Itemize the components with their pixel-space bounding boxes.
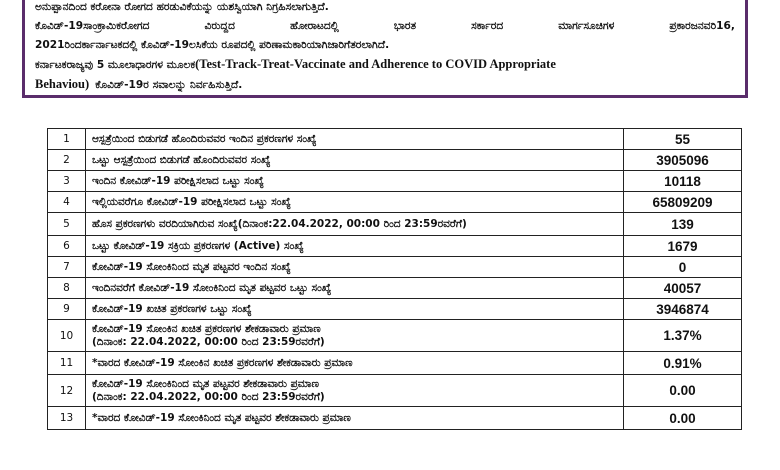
notice-line-4 — [35, 55, 735, 75]
table-row — [48, 320, 742, 352]
row-description — [86, 299, 624, 320]
table-row — [48, 192, 742, 213]
table-row — [48, 352, 742, 375]
row-value: 1.37% — [624, 320, 742, 352]
row-value: 3946874 — [624, 299, 742, 320]
row-value: 10118 — [624, 171, 742, 192]
row-description-text: ಹೊಸ ಪ್ರಕರಣಗಳು ವರದಿಯಾಗಿರುವ ಸಂಖ್ಯೆ(ದಿನಾಂಕ:22.04.2022, 00:00 ರಿಂದ 23:59ರವರೆಗೆ) — [92, 217, 467, 230]
notice-line-2-word: ಭಾರತ — [393, 20, 417, 32]
table-body — [48, 129, 742, 430]
row-description — [86, 278, 624, 299]
row-description-text: ಕೋವಿಡ್-19 ಸೋಂಕಿನಿಂದ ಮೃತ ಪಟ್ಟವರ ಶೇಕಡಾವಾರು ಪ್ರಮಾಣ — [92, 377, 319, 390]
row-description-text: ಒಟ್ಟು ಆಸ್ಪತ್ರೆಯಿಂದ ಬಿಡುಗಡೆ ಹೊಂದಿರುವವರ ಸಂಖ್ಯೆ — [92, 153, 271, 166]
row-number: 8 — [48, 278, 86, 299]
row-description-date-range: (ದಿನಾಂಕ: 22.04.2022, 00:00 ರಿಂದ 23:59ರವರೆಗೆ) — [92, 335, 325, 348]
row-value: 0.00 — [624, 375, 742, 407]
row-description-text: ಕೋವಿಡ್-19 ಸೋಂಕಿನ ಖಚಿತ ಪ್ರಕರಣಗಳ ಶೇಕಡಾವಾರು ಪ್ರಮಾಣ — [92, 322, 321, 335]
row-description — [86, 171, 624, 192]
notice-line-2-word: ಸರ್ಕಾರದ — [471, 20, 504, 32]
row-number: 2 — [48, 150, 86, 171]
row-number: 12 — [48, 375, 86, 407]
row-value: 0.00 — [624, 407, 742, 430]
row-description-text: ಒಟ್ಟು ಕೋವಿಡ್-19 ಸಕ್ರಿಯ ಪ್ರಕರಣಗಳ (Active) ಸಂಖ್ಯೆ — [92, 239, 304, 252]
row-number: 9 — [48, 299, 86, 320]
covid-bulletin-table — [47, 128, 742, 430]
table-row — [48, 236, 742, 257]
advisory-notice-box — [22, 0, 748, 98]
row-description — [86, 213, 624, 236]
notice-line-2-word: ವಿರುದ್ದದ — [204, 20, 235, 32]
row-description — [86, 150, 624, 171]
row-description-text: ಆಸ್ಪತ್ರೆಯಿಂದ ಬಿಡುಗಡೆ ಹೊಂದಿರುವವರ ಇಂದಿನ ಪ್ರಕರಣಗಳ ಸಂಖ್ಯೆ — [92, 132, 317, 145]
notice-line-2-word: ಮಾರ್ಗಸೂಚಿಗಳ — [558, 20, 615, 32]
row-description — [86, 407, 624, 430]
table-row — [48, 213, 742, 236]
table-row — [48, 375, 742, 407]
row-description-text: *ವಾರದ ಕೋವಿಡ್-19 ಸೋಂಕಿನಿಂದ ಮೃತ ಪಟ್ಟವರ ಶೇಕಡಾವಾರು ಪ್ರಮಾಣ — [92, 411, 351, 424]
table-row — [48, 129, 742, 150]
row-description — [86, 129, 624, 150]
row-value: 1679 — [624, 236, 742, 257]
row-description-text: ಇಂದಿನವರೆಗೆ ಕೋವಿಡ್-19 ಸೋಂಕಿನಿಂದ ಮೃತ ಪಟ್ಟವರ ಒಟ್ಟು ಸಂಖ್ಯೆ — [92, 281, 332, 294]
row-number: 7 — [48, 257, 86, 278]
row-number: 4 — [48, 192, 86, 213]
table-row — [48, 150, 742, 171]
row-description — [86, 257, 624, 278]
notice-line-2-word: ಹೋರಾಟದಲ್ಲಿ — [290, 20, 339, 32]
row-description — [86, 375, 624, 407]
row-description — [86, 352, 624, 375]
row-description-date-range: (ದಿನಾಂಕ: 22.04.2022, 00:00 ರಿಂದ 23:59ರವರೆಗೆ) — [92, 390, 325, 403]
row-description-text: ಇಂದಿನ ಕೋವಿಡ್-19 ಪರೀಕ್ಷಿಸಲಾದ ಒಟ್ಟು ಸಂಖ್ಯೆ — [92, 174, 264, 187]
table-row — [48, 407, 742, 430]
notice-line-2-word: ಕೊವಿಡ್-19ಸಾಂಕ್ರಾಮಿಕರೋಗದ — [35, 20, 150, 32]
row-value: 0.91% — [624, 352, 742, 375]
row-number: 5 — [48, 213, 86, 236]
row-value: 65809209 — [624, 192, 742, 213]
row-value: 55 — [624, 129, 742, 150]
table-row — [48, 171, 742, 192]
row-description-text: ಕೋವಿಡ್-19 ಖಚಿತ ಪ್ರಕರಣಗಳ ಒಟ್ಟು ಸಂಖ್ಯೆ — [92, 302, 252, 315]
row-number: 10 — [48, 320, 86, 352]
notice-line-5-english: Behaviou) — [35, 77, 90, 91]
table-row — [48, 278, 742, 299]
row-description — [86, 236, 624, 257]
notice-line-4-kannada: ಕರ್ನಾಟಕರಾಜ್ಯವು 5 ಮೂಲಾಧಾರಗಳ ಮೂಲಕ — [35, 59, 196, 71]
notice-line-5 — [35, 75, 735, 95]
row-description — [86, 320, 624, 352]
table-row — [48, 257, 742, 278]
notice-line-3: 2021ರಿಂದರ್ಕಾರ್ನಾಟಕದಲ್ಲಿ ಕೊವಿಡ್-19ಲಸಿಕೆಯ ರೂಪದಲ್ಲಿ ಪರಿಣಾಮಕಾರಿಯಾಗಿಜಾರಿಗೆತರಲಾಗಿದೆ. — [35, 39, 390, 51]
notice-line-5-kannada: ಕೊವಿಡ್-19ರ ಸವಾಲನ್ನು ನಿರ್ವಹಿಸುತ್ತಿದೆ. — [95, 79, 243, 91]
row-number: 1 — [48, 129, 86, 150]
row-number: 3 — [48, 171, 86, 192]
row-number: 6 — [48, 236, 86, 257]
row-number: 11 — [48, 352, 86, 375]
row-description-text: ಕೋವಿಡ್-19 ಸೋಂಕಿನಿಂದ ಮೃತ ಪಟ್ಟವರ ಇಂದಿನ ಸಂಖ್ಯೆ — [92, 260, 291, 273]
notice-line-2 — [35, 17, 735, 36]
row-value: 0 — [624, 257, 742, 278]
row-description — [86, 192, 624, 213]
row-description-text: ಇಲ್ಲಿಯವರೆಗೂ ಕೋವಿಡ್-19 ಪರೀಕ್ಷಿಸಲಾದ ಒಟ್ಟು ಸಂಖ್ಯೆ — [92, 195, 291, 208]
table-row — [48, 299, 742, 320]
row-value: 40057 — [624, 278, 742, 299]
row-value: 3905096 — [624, 150, 742, 171]
row-value: 139 — [624, 213, 742, 236]
notice-line-2-word: ಪ್ರಕಾರಜನವರಿ16, — [669, 20, 735, 32]
notice-line-1: ಅನುಪ್ಪಾನದಿಂದ ಕರೋನಾ ರೋಗದ ಹರಡುವಿಕೆಯನ್ನು ಯಶಸ್ವಿಯಾಗಿ ನಿಗ್ರಹಿಸಲಾಗುತ್ತಿದೆ. — [35, 1, 329, 13]
row-description-text: *ವಾರದ ಕೋವಿಡ್-19 ಸೋಂಕಿನ ಖಚಿತ ಪ್ರಕರಣಗಳ ಶೇಕಡಾವಾರು ಪ್ರಮಾಣ — [92, 356, 353, 369]
notice-line-4-english: (Test-Track-Treat-Vaccinate and Adherence to COVID Appropriate — [195, 57, 556, 71]
row-number: 13 — [48, 407, 86, 430]
